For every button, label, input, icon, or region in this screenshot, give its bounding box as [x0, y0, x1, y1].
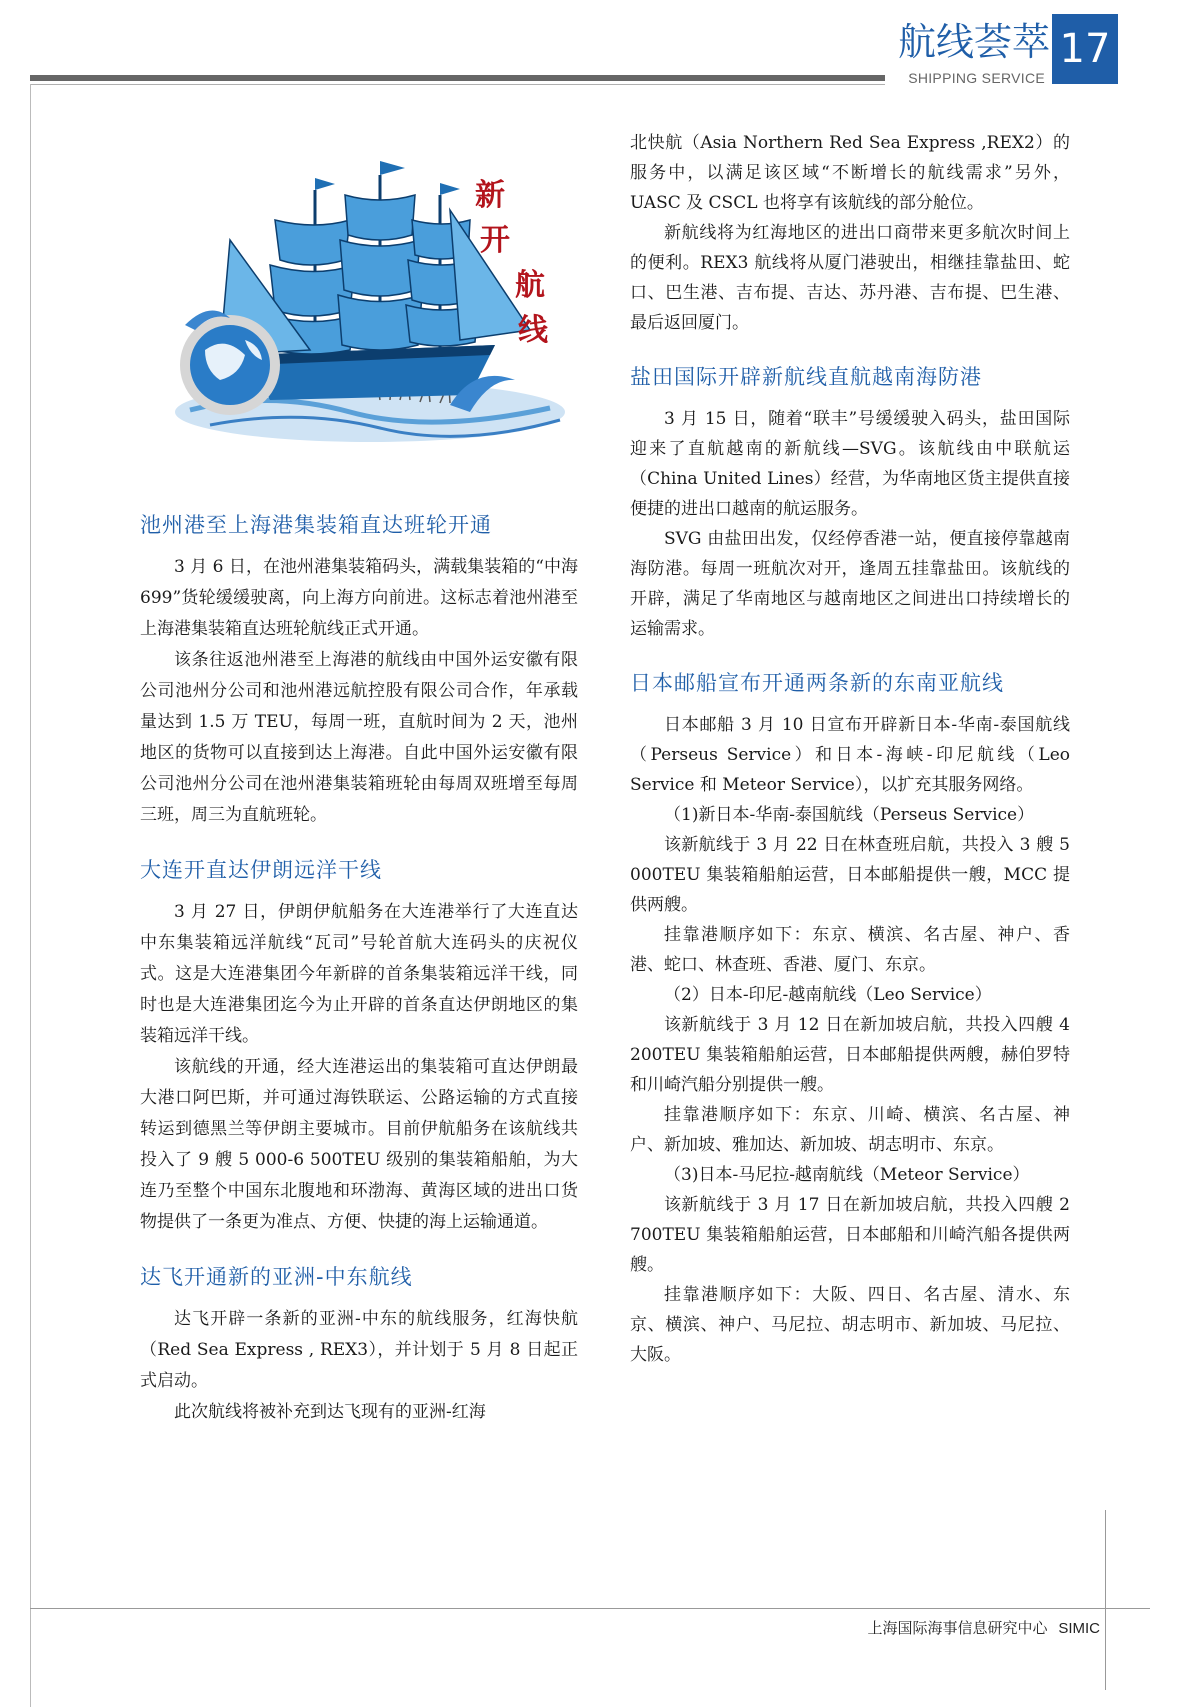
subsection-heading: （2）日本-印尼-越南航线（Leo Service） [664, 985, 992, 1005]
article-paragraph: 北快航（Asia Northern Red Sea Express ,REX2）的服务中，以满足该区域“不断增长的航线需求”另外，UASC 及 CSCL 也将享有该航线的部分舱位。 [630, 133, 1070, 213]
left-column [140, 510, 578, 1428]
ship-flags [315, 161, 460, 195]
left-margin-rule [30, 84, 31, 1707]
title-char: 线 [518, 313, 548, 348]
article-title: 大连开直达伊朗远洋干线 [140, 858, 382, 882]
header-thin-rule [30, 84, 885, 85]
article-paragraph: 3 月 15 日，随着“联丰”号缓缓驶入码头，盐田国际迎来了直航越南的新航线—SVG。该航线由中联航运（China United Lines）经营，为华南地区货主提供直接便捷的进出口越南的航运服务。 [630, 409, 1070, 519]
footer-org-name: 上海国际海事信息研究中心 [867, 1619, 1048, 1637]
footer-org-abbr: SIMIC [1058, 1620, 1100, 1637]
article-paragraph: 3 月 27 日，伊朗伊航船务在大连港举行了大连直达中东集装箱远洋航线“瓦司”号轮首航大连码头的庆祝仪式。这是大连港集团今年新辟的首条集装箱远洋干线，同时也是大连港集团迄今为止开辟的首条直达伊朗地区的集装箱远洋干线。 [140, 902, 578, 1046]
subsection-heading: （1)新日本-华南-泰国航线（Perseus Service） [664, 805, 1035, 825]
title-char: 新 [475, 178, 505, 213]
article-paragraph: 该条往返池州港至上海港的航线由中国外运安徽有限公司池州分公司和池州港远航控股有限公司合作，年承载量达到 1.5 万 TEU，每周一班，直航时间为 2 天，池州地区的货物可以直接到达上海港。自此中国外运安徽有限公司池州分公司在池州港集装箱班轮由每周双班增至每周三班，周三为直航班轮。 [140, 650, 578, 825]
footer-rule [30, 1608, 1150, 1609]
article-paragraph: SVG 由盐田出发，仅经停香港一站，便直接停靠越南海防港。每周一班航次对开，逢周五挂靠盐田。该航线的开辟，满足了华南地区与越南地区之间进出口持续增长的运输需求。 [630, 529, 1070, 639]
article-paragraph: 挂靠港顺序如下：东京、横滨、名古屋、神户、香港、蛇口、林查班、香港、厦门、东京。 [630, 925, 1070, 975]
article-paragraph: 该新航线于 3 月 17 日在新加坡启航，共投入四艘 2 700TEU 集装箱船舶运营，日本邮船和川崎汽船各提供两艘。 [630, 1195, 1070, 1275]
article-paragraph: 该新航线于 3 月 12 日在新加坡启航，共投入四艘 4 200TEU 集装箱船舶运营，日本邮船提供两艘，赫伯罗特和川崎汽船分别提供一艘。 [630, 1015, 1070, 1095]
section-subtitle: SHIPPING SERVICE [908, 70, 1045, 86]
section-title: 航线荟萃 [897, 20, 1050, 64]
article-title: 达飞开通新的亚洲-中东航线 [140, 1265, 413, 1289]
article-title: 池州港至上海港集装箱直达班轮开通 [140, 513, 492, 537]
page-number: 17 [1052, 14, 1118, 84]
footer-org [780, 1617, 1100, 1638]
article-paragraph: 该航线的开通，经大连港运出的集装箱可直达伊朗最大港口阿巴斯，并可通过海铁联运、公路运输的方式直接转运到德黑兰等伊朗主要城市。目前伊航船务在该航线共投入了 9 艘 5 000-6 500TEU 级别的集装箱船舶，为大连乃至整个中国东北腹地和环渤海、黄海区域的进出口货物提供了一条更为准点、方便、快捷的海上运输通道。 [140, 1057, 578, 1232]
title-char: 航 [515, 268, 545, 303]
article-title: 日本邮船宣布开通两条新的东南亚航线 [630, 671, 1004, 695]
article-paragraph: 此次航线将被补充到达飞现有的亚洲-红海 [174, 1402, 486, 1422]
sailing-ship-illustration [150, 150, 600, 460]
article-paragraph: 日本邮船 3 月 10 日宣布开辟新日本-华南-泰国航线（Perseus Service）和日本-海峡-印尼航线（Leo Service 和 Meteor Service），以扩充其服务网络。 [630, 715, 1070, 795]
article-paragraph: 3 月 6 日，在池州港集装箱码头，满载集装箱的“中海 699”货轮缓缓驶离，向上海方向前进。这标志着池州港至上海港集装箱直达班轮航线正式开通。 [140, 557, 578, 639]
article-paragraph: 挂靠港顺序如下：大阪、四日、名古屋、清水、东京、横滨、神户、马尼拉、胡志明市、新加坡、马尼拉、大阪。 [630, 1285, 1070, 1365]
title-char: 开 [480, 223, 510, 258]
right-column [630, 128, 1070, 1370]
article-paragraph: 该新航线于 3 月 22 日在林查班启航，共投入 3 艘 5 000TEU 集装箱船舶运营，日本邮船提供一艘，MCC 提供两艘。 [630, 835, 1070, 915]
subsection-heading: （3)日本-马尼拉-越南航线（Meteor Service） [664, 1165, 1030, 1185]
article-title: 盐田国际开辟新航线直航越南海防港 [630, 365, 982, 389]
header-rule [30, 75, 885, 81]
article-paragraph: 挂靠港顺序如下：东京、川崎、横滨、名古屋、神户、新加坡、雅加达、新加坡、胡志明市、东京。 [630, 1105, 1070, 1155]
article-paragraph: 达飞开辟一条新的亚洲-中东的航线服务，红海快航（Red Sea Express , REX3），并计划于 5 月 8 日起正式启动。 [140, 1309, 578, 1391]
article-paragraph: 新航线将为红海地区的进出口商带来更多航次时间上的便利。REX3 航线将从厦门港驶出，相继挂靠盐田、蛇口、巴生港、吉布提、吉达、苏丹港、吉布提、巴生港、最后返回厦门。 [630, 223, 1070, 333]
footer-vertical-rule [1105, 1510, 1106, 1690]
